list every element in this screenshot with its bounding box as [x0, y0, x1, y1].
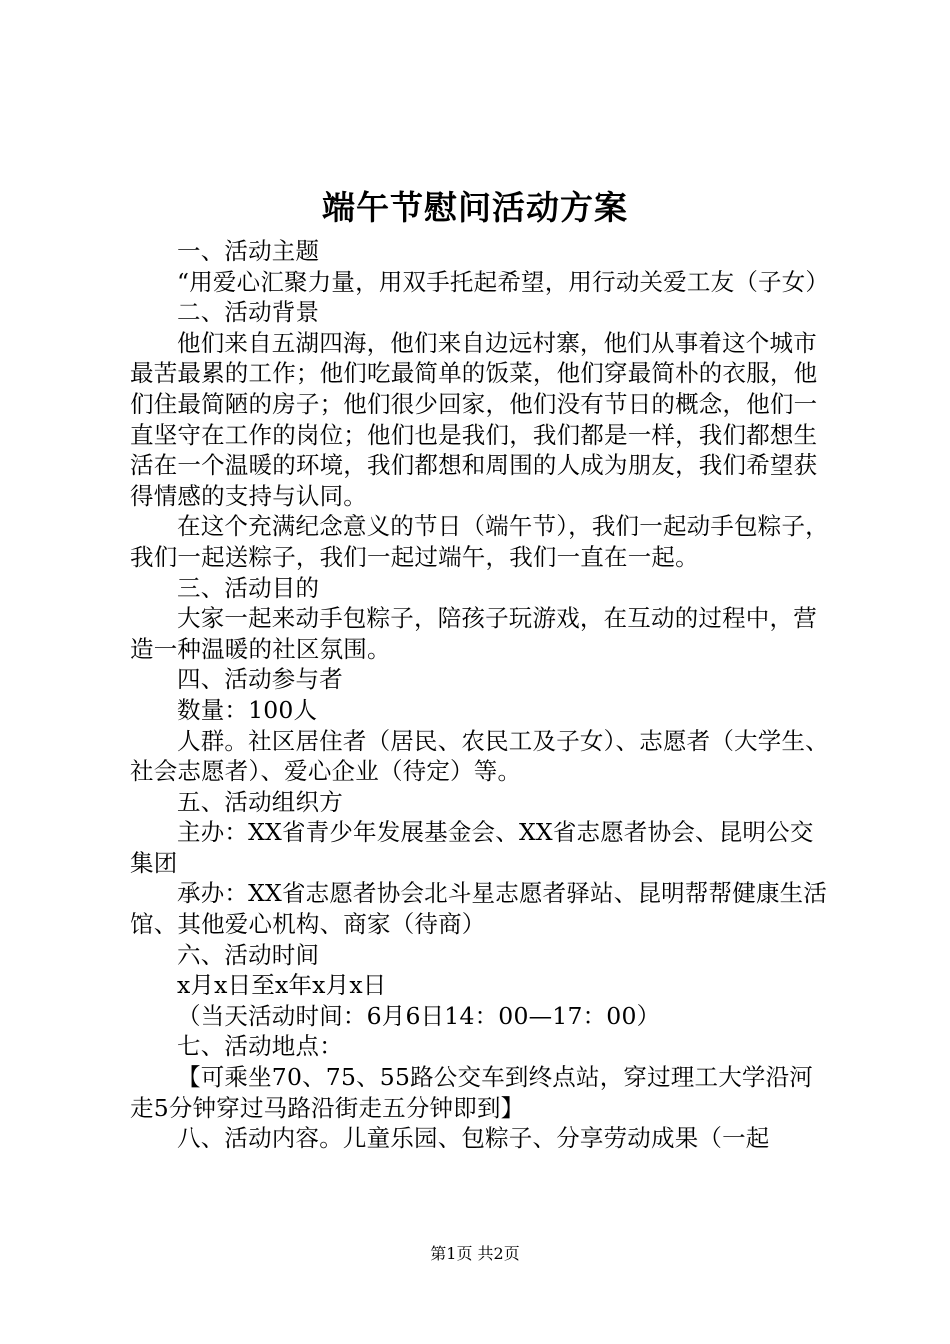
- paragraph-participant-count: 数量：100人: [177, 695, 318, 724]
- section-heading-time: 六、活动时间: [177, 940, 320, 969]
- paragraph-purpose: 大家一起来动手包粽子，陪孩子玩游戏，在互动的过程中，营造一种温暖的社区氛围。: [130, 604, 817, 663]
- section-heading-background: 二、活动背景: [177, 298, 320, 327]
- paragraph-participant-groups: 人群。社区居住者（居民、农民工及子女）、志愿者（大学生、社会志愿者）、爱心企业（待定）等。: [130, 726, 829, 786]
- document-body: [130, 236, 835, 1154]
- paragraph-activity-content: 八、活动内容。儿童乐园、包粽子、分享劳动成果（一起: [177, 1124, 770, 1153]
- page-number-footer: 第1页 共2页: [430, 1244, 520, 1263]
- document-title: 端午节慰问活动方案: [322, 188, 628, 227]
- paragraph-host: 主办：XX省青少年发展基金会、XX省志愿者协会、昆明公交集团: [130, 818, 814, 877]
- paragraph-theme-text: “用爱心汇聚力量，用双手托起希望，用行动关爱工友（子女）: [177, 267, 830, 296]
- section-heading-organizers: 五、活动组织方: [177, 787, 343, 816]
- paragraph-background-1: 他们来自五湖四海，他们来自边远村寨，他们从事着这个城市最苦最累的工作；他们吃最简单的饭菜，他们穿最简朴的衣服，他们住最简陋的房子；他们很少回家，他们没有节日的概念，他们一直坚守在工作的岗位；他们也是我们，我们都是一样，我们都想生活在一个温暖的环境，我们都想和周围的人成为朋友，我们希望获得情感的支持与认同。: [130, 328, 818, 510]
- section-heading-theme: 一、活动主题: [177, 237, 320, 265]
- paragraph-date-range: x月x日至x年x月x日: [177, 971, 387, 1000]
- section-heading-participants: 四、活动参与者: [177, 665, 343, 694]
- section-heading-location: 七、活动地点：: [177, 1032, 343, 1061]
- paragraph-co-organizer: 承办：XX省志愿者协会北斗星志愿者驿站、昆明帮帮健康生活馆、其他爱心机构、商家（待商）: [130, 879, 828, 939]
- section-heading-purpose: 三、活动目的: [177, 573, 320, 602]
- paragraph-day-time: （当天活动时间：6月6日14：00—17：00）: [177, 1001, 661, 1030]
- paragraph-background-2: 在这个充满纪念意义的节日（端午节），我们一起动手包粽子，我们一起送粽子，我们一起过端午，我们一直在一起。: [130, 512, 829, 571]
- paragraph-location-directions: 【可乘坐70、75、55路公交车到终点站，穿过理工大学沿河走5分钟穿过马路沿街走五分钟即到】: [130, 1063, 814, 1122]
